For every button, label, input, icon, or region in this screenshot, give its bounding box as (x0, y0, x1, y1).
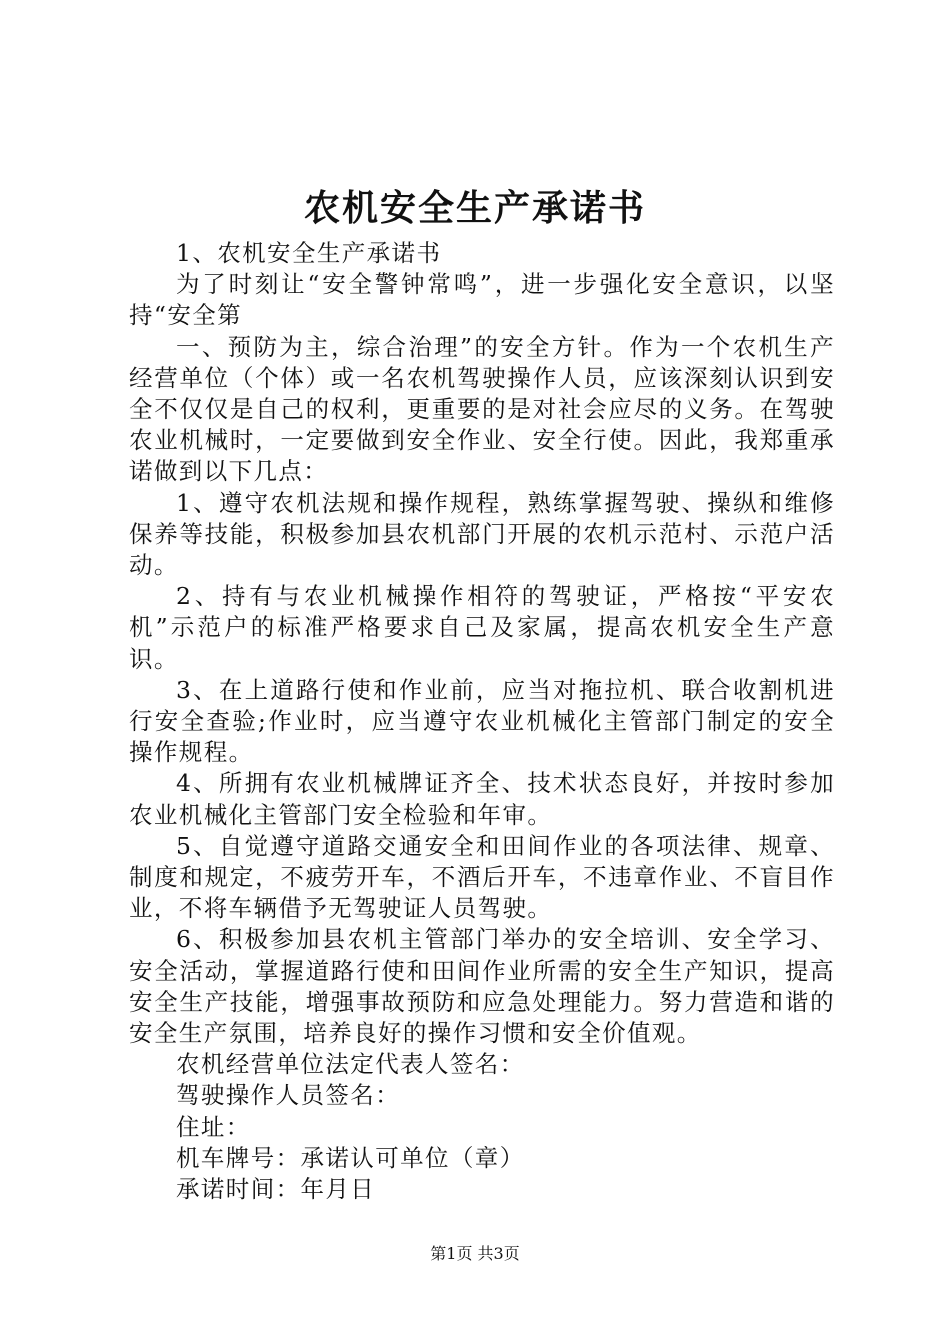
document-title: 农机安全生产承诺书 (303, 187, 646, 229)
paragraph-item-2: 2、持有与农业机械操作相符的驾驶证，严格按“平安农机”示范户的标准严格要求自己及家属，提高农机安全生产意识。 (129, 582, 835, 673)
page-indicator: 第1页 共3页 (430, 1244, 520, 1263)
signature-legal-representative: 农机经营单位法定代表人签名： (176, 1050, 525, 1079)
paragraph-item-5: 5、自觉遵守道路交通安全和田间作业的各项法律、规章、制度和规定，不疲劳开车，不酒后开车，不违章作业、不盲目作业，不将车辆借予无驾驶证人员驾驶。 (129, 831, 835, 923)
paragraph-item-6: 6、积极参加县农机主管部门举办的安全培训、安全学习、安全活动，掌握道路行使和田间作业所需的安全生产知识，提高安全生产技能，增强事故预防和应急处理能力。努力营造和谐的安全生产氛围，培养良好的操作习惯和安全价值观。 (129, 925, 835, 1048)
signature-plate-number: 机车牌号：承诺认可单位（章） (176, 1143, 525, 1172)
signature-date: 承诺时间：年月日 (176, 1175, 376, 1204)
paragraph-heading: 1、农机安全生产承诺书 (176, 239, 442, 267)
paragraph-item-3: 3、在上道路行使和作业前，应当对拖拉机、联合收割机进行安全查验;作业时，应当遵守农业机械化主管部门制定的安全操作规程。 (129, 675, 835, 767)
paragraph-intro: 为了时刻让“安全警钟常鸣”，进一步强化安全意识，以坚持“安全第 (129, 270, 835, 330)
signature-operator: 驾驶操作人员签名： (176, 1081, 401, 1110)
signature-address: 住址： (176, 1112, 251, 1141)
paragraph-principle: 一、预防为主，综合治理”的安全方针。作为一个农机生产经营单位（个体）或一名农机驾驶操作人员，应该深刻认识到安全不仅仅是自己的权利，更重要的是对社会应尽的义务。在驾驶农业机械时，一定要做到安全作业、安全行使。因此，我郑重承诺做到以下几点： (129, 332, 835, 486)
paragraph-item-1: 1、遵守农机法规和操作规程，熟练掌握驾驶、操纵和维修保养等技能，积极参加县农机部门开展的农机示范村、示范户活动。 (129, 488, 835, 580)
document-body (129, 238, 835, 1205)
paragraph-item-4: 4、所拥有农业机械牌证齐全、技术状态良好，并按时参加农业机械化主管部门安全检验和年审。 (129, 769, 835, 829)
